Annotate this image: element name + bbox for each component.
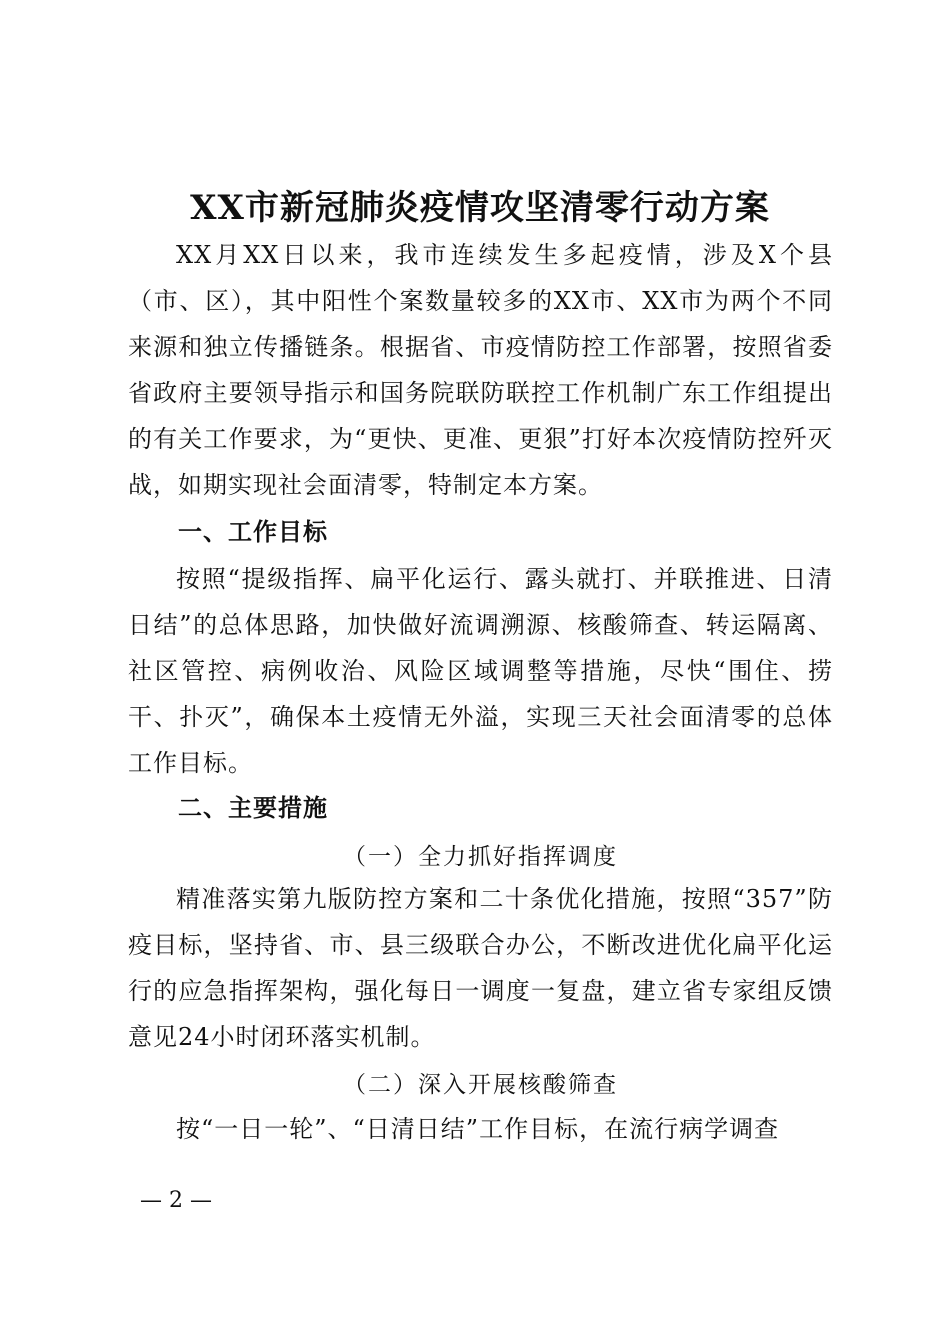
page-number: — 2 — bbox=[140, 1188, 212, 1213]
command-paragraph: 精准落实第九版防控方案和二十条优化措施，按照“357”防疫目标，坚持省、市、县三级联合办公，不断改进优化扁平化运行的应急指挥架构，强化每日一调度一复盘，建立省专家组反馈意见24小时闭环落实机制。 bbox=[128, 885, 833, 1051]
intro-paragraph: XX月XX日以来，我市连续发生多起疫情，涉及X个县（市、区），其中阳性个案数量较多的XX市、XX市为两个不同来源和独立传播链条。根据省、市疫情防控工作部署，按照省委省政府主要领导指示和国务院联防联控工作机制广东工作组提出的有关工作要求，为“更快、更准、更狠”打好本次疫情防控歼灭战，如期实现社会面清零，特制定本方案。 bbox=[128, 241, 833, 499]
subsection-heading-command: （一）全力抓好指挥调度 bbox=[343, 844, 618, 870]
testing-paragraph: 按“一日一轮”、“日清日结”工作目标，在流行病学调查 bbox=[176, 1115, 780, 1143]
subsection-heading-testing: （二）深入开展核酸筛查 bbox=[343, 1072, 618, 1098]
goals-paragraph: 按照“提级指挥、扁平化运行、露头就打、并联推进、日清日结”的总体思路，加快做好流调溯源、核酸筛查、转运隔离、社区管控、病例收治、风险区域调整等措施，尽快“围住、捞干、扑灭”，确保本土疫情无外溢，实现三天社会面清零的总体工作目标。 bbox=[128, 565, 833, 777]
document-title: XX市新冠肺炎疫情攻坚清零行动方案 bbox=[190, 188, 770, 228]
section-heading-measures: 二、主要措施 bbox=[178, 793, 328, 822]
section-heading-goals: 一、工作目标 bbox=[178, 517, 328, 546]
